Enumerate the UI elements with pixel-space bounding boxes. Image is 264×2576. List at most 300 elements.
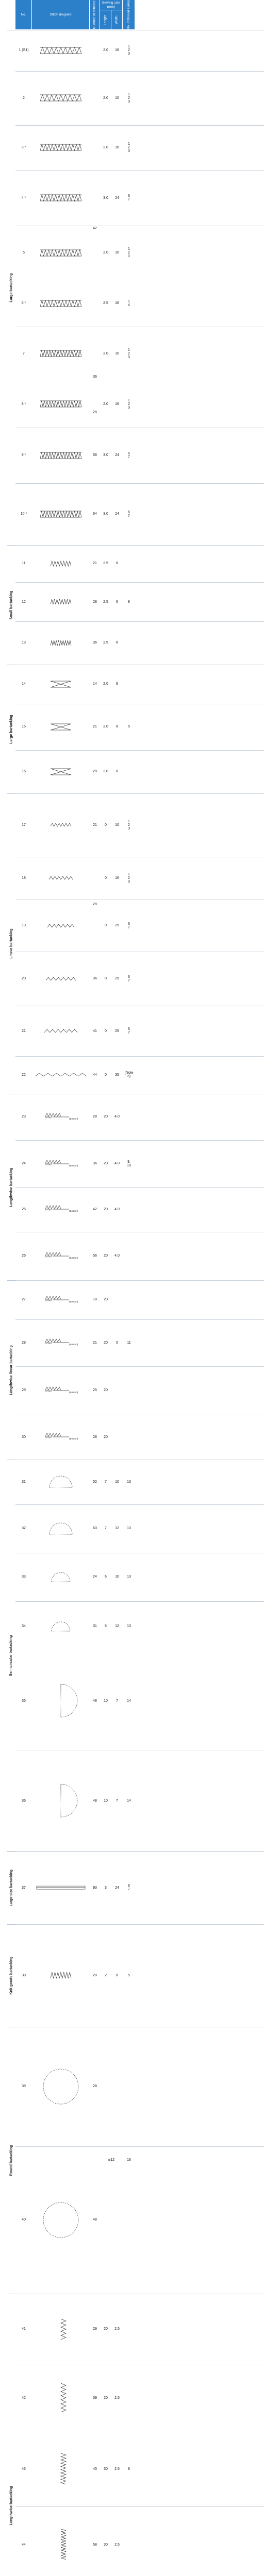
- stitch-diagram: [32, 1553, 90, 1601]
- merged-cell: ø12: [108, 2158, 115, 2162]
- sewing-length: 6: [105, 1624, 107, 1629]
- stitch-diagram: [32, 1232, 90, 1280]
- pattern-number: 43: [22, 2467, 26, 2471]
- group-label: [7, 1094, 15, 1280]
- stitch-diagram: [32, 793, 90, 857]
- thread-clamp-number: 11: [127, 1341, 131, 1345]
- sewing-width: 6: [116, 562, 118, 566]
- pattern-number: 44: [22, 2543, 26, 2547]
- sewing-length: 20: [104, 1388, 108, 1393]
- number-of-stitches: 44: [93, 1073, 97, 1077]
- stitch-diagram-svg: [45, 1252, 76, 1260]
- svg-text:(Bottom): (Bottom): [69, 1210, 78, 1213]
- stitch-diagram: [32, 1652, 90, 1751]
- sewing-width: 10: [115, 96, 119, 100]
- group-label-text: Lengthwise bartacking: [9, 1167, 13, 1207]
- thread-clamp-number: [123, 750, 135, 793]
- pattern-number: 31: [22, 1480, 26, 1484]
- header-thread-clamp: No. of thread clamp: [123, 0, 135, 30]
- number-of-stitches: 28: [93, 770, 97, 774]
- sewing-width: 25: [115, 977, 119, 981]
- sewing-width: 8: [116, 725, 118, 729]
- merged-cell: 16: [127, 2158, 131, 2162]
- merged-cell: 28: [93, 411, 97, 415]
- svg-text:(Bottom): (Bottom): [69, 1164, 78, 1167]
- stitch-diagram: [32, 1280, 90, 1319]
- pattern-number: 32: [22, 1527, 26, 1531]
- pattern-number: 3 *: [21, 145, 26, 149]
- group-label: [7, 1280, 15, 1460]
- number-of-stitches: 25: [93, 1388, 97, 1393]
- group-label: [7, 1460, 15, 1852]
- thread-clamp-number: 1 2 3: [128, 45, 130, 56]
- stitch-diagram: [32, 428, 90, 484]
- sewing-length: 2.0: [103, 48, 108, 53]
- sewing-width: 24: [115, 1886, 119, 1890]
- number-of-stitches: 36: [93, 977, 97, 981]
- stitch-diagram-svg: [40, 94, 81, 101]
- sewing-length: 3.0: [103, 196, 108, 200]
- group-label: [7, 665, 15, 793]
- stitch-diagram: [32, 327, 90, 381]
- number-of-stitches: 28: [93, 1115, 97, 1119]
- stitch-diagram-svg: [51, 1683, 71, 1719]
- stitch-diagram-svg: [40, 47, 81, 54]
- stitch-diagram: [32, 1140, 90, 1187]
- sewing-length: 2.0: [103, 770, 108, 774]
- pattern-number: 19: [22, 924, 26, 928]
- sewing-width: 8: [116, 682, 118, 686]
- svg-text:(Flap): (Flap): [45, 1208, 52, 1211]
- stitch-diagram-svg: [51, 823, 71, 827]
- sewing-width: 6: [116, 600, 118, 604]
- sewing-width: 10: [115, 251, 119, 255]
- stitch-diagram: [32, 1504, 90, 1553]
- thread-clamp-number: [123, 1366, 135, 1415]
- stitch-diagram: [32, 71, 90, 125]
- number-of-stitches: 52: [93, 1480, 97, 1484]
- sewing-length: 30: [104, 2543, 108, 2547]
- stitch-diagram-svg: [51, 561, 71, 567]
- stitch-diagram-svg: [42, 2201, 80, 2239]
- svg-text:(Flap): (Flap): [45, 1298, 52, 1301]
- thread-clamp-number: 1 2 3: [128, 142, 130, 153]
- thread-clamp-number: 6 7: [128, 451, 130, 459]
- sewing-length: 3.0: [103, 512, 108, 516]
- sewing-width: 10: [115, 351, 119, 355]
- number-of-stitches: 39: [93, 2396, 97, 2400]
- svg-text:(Flap): (Flap): [45, 1255, 52, 1258]
- pattern-number: 9 *: [21, 453, 26, 457]
- header-sewing-size: Sewing size (mm): [100, 0, 123, 10]
- thread-clamp-number: 1 2 3: [128, 348, 130, 359]
- sewing-width: 24: [115, 512, 119, 516]
- group-label-text: Knit goods bartacking: [9, 1956, 13, 1995]
- stitch-diagram-svg: [51, 768, 71, 775]
- stitch-diagram-svg: [57, 2529, 65, 2560]
- svg-text:(Bottom): (Bottom): [69, 1256, 78, 1259]
- sewing-width: 16: [115, 301, 119, 306]
- stitch-diagram: [32, 226, 90, 280]
- number-of-stitches: 31: [93, 1624, 97, 1629]
- pattern-number: 36: [22, 1799, 26, 1803]
- sewing-length: 2.5: [103, 641, 108, 645]
- sewing-width: 0: [116, 1341, 118, 1345]
- sewing-length: 7: [105, 1480, 107, 1484]
- thread-clamp-number: 6 7: [128, 1884, 130, 1891]
- group-label-text: Linear bartacking: [9, 928, 13, 959]
- number-of-stitches: 42: [93, 1207, 97, 1211]
- stitch-diagram-svg: [45, 1113, 76, 1121]
- pattern-number: 28: [22, 1341, 26, 1345]
- svg-text:(Flap): (Flap): [45, 1342, 52, 1345]
- pattern-number: 25: [22, 1207, 26, 1211]
- thread-clamp-number: 1 2 3: [128, 92, 130, 104]
- sewing-width: [111, 1366, 123, 1415]
- sewing-length: 0: [105, 823, 107, 827]
- number-of-stitches: 24: [93, 1575, 97, 1579]
- stitch-diagram-svg: [57, 2383, 65, 2413]
- number-of-stitches: 28: [93, 1435, 97, 1439]
- group-label-text: Lengthwise bartacking: [9, 2486, 13, 2526]
- sewing-length: 20: [104, 1207, 108, 1211]
- sewing-length: 20: [104, 1298, 108, 1302]
- stitch-diagram: [32, 857, 90, 900]
- stitch-diagram-svg: [40, 194, 81, 201]
- thread-clamp-number: 6 7: [128, 922, 130, 929]
- pattern-number: 33: [22, 1575, 26, 1579]
- merged-cell: 42: [93, 227, 97, 231]
- stitch-diagram: [32, 2365, 90, 2432]
- stitch-diagram: [32, 483, 90, 545]
- sewing-width: 35: [115, 1073, 119, 1077]
- thread-clamp-number: 13: [127, 1480, 131, 1484]
- number-of-stitches: 14: [93, 682, 97, 686]
- sewing-length: 10: [104, 1799, 108, 1803]
- pattern-number: 10 *: [20, 512, 27, 516]
- stitch-diagram: [32, 2294, 90, 2365]
- thread-clamp-number: [123, 1280, 135, 1319]
- sewing-length: 0: [105, 924, 107, 928]
- sewing-width: 2.5: [114, 2396, 120, 2400]
- pattern-number: 6 *: [21, 301, 26, 306]
- sewing-width: 2.5: [114, 2467, 120, 2471]
- stitch-diagram: [32, 1851, 90, 1924]
- pattern-number: 16: [22, 770, 26, 774]
- stitch-diagram: [32, 170, 90, 226]
- sewing-width: 2.5: [114, 2543, 120, 2547]
- sewing-length: 2.0: [103, 145, 108, 149]
- sewing-length: 2.0: [103, 402, 108, 406]
- stitch-diagram-svg: [40, 350, 81, 357]
- sewing-length: 6: [105, 1575, 107, 1579]
- thread-clamp-number: [123, 1232, 135, 1280]
- thread-clamp-number: 1 2 3: [128, 398, 130, 410]
- stitch-diagram: [32, 750, 90, 793]
- stitch-diagram: [32, 1056, 90, 1093]
- sewing-width: 24: [115, 196, 119, 200]
- group-label: [7, 1924, 15, 2027]
- number-of-stitches: 48: [93, 2218, 97, 2222]
- pattern-number: 37: [22, 1886, 26, 1890]
- number-of-stitches: 28: [93, 2084, 97, 2089]
- sewing-length: 2.0: [103, 251, 108, 255]
- pattern-number: 39: [22, 2084, 26, 2089]
- svg-text:(Bottom): (Bottom): [69, 1300, 78, 1303]
- thread-clamp-number: 14: [127, 1699, 131, 1703]
- stitch-diagram: [32, 2432, 90, 2506]
- sewing-width: 12: [115, 1624, 119, 1629]
- sewing-width: 4.0: [114, 1254, 120, 1258]
- thread-clamp-number: 5: [128, 725, 130, 729]
- stitch-diagram-svg: [42, 2067, 80, 2106]
- stitch-diagram: [32, 2506, 90, 2576]
- svg-text:(Bottom): (Bottom): [69, 1343, 78, 1346]
- thread-clamp-number: [123, 2294, 135, 2365]
- pattern-number: 13: [22, 641, 26, 645]
- stitch-diagram-svg: [51, 599, 71, 605]
- stitch-diagram-svg: [51, 723, 71, 731]
- pattern-number: 30: [22, 1435, 26, 1439]
- thread-clamp-number: 14: [127, 1799, 131, 1803]
- sewing-width: 7: [116, 1699, 118, 1703]
- stitch-diagram-svg: [51, 681, 71, 688]
- header-no: No.: [15, 0, 32, 30]
- stitch-diagram: [32, 1460, 90, 1504]
- sewing-length: 20: [104, 2327, 108, 2331]
- number-of-stitches: 41: [93, 1029, 97, 1033]
- pattern-number: 41: [22, 2327, 26, 2331]
- pattern-number: 2: [23, 96, 25, 100]
- svg-text:(Flap): (Flap): [45, 1436, 52, 1439]
- stitch-diagram-svg: [57, 2319, 65, 2340]
- number-of-stitches: 64: [93, 512, 97, 516]
- number-of-stitches: 28: [93, 600, 97, 604]
- svg-text:(Bottom): (Bottom): [69, 1117, 78, 1120]
- thread-clamp-number: [123, 545, 135, 582]
- group-label-text: Semicircular bartacking: [9, 1635, 13, 1676]
- number-of-stitches: 63: [93, 1527, 97, 1531]
- stitch-diagram: [32, 1751, 90, 1852]
- pattern-number: 24: [22, 1162, 26, 1166]
- sewing-length: 0: [105, 977, 107, 981]
- stitch-diagram-svg: [40, 249, 81, 257]
- thread-clamp-number: 5: [128, 1973, 130, 1977]
- pattern-number: 42: [22, 2396, 26, 2400]
- thread-clamp-number: 1 2 3: [128, 872, 130, 884]
- pattern-number: 11: [22, 562, 26, 566]
- number-of-stitches: 28: [93, 1973, 97, 1977]
- pattern-number: 1 (S1): [19, 48, 29, 53]
- stitch-diagram-svg: [57, 2453, 65, 2484]
- stitch-diagram: [32, 665, 90, 704]
- sewing-length: 2.5: [103, 562, 108, 566]
- sewing-width: 6: [116, 641, 118, 645]
- sewing-length: 2.0: [103, 351, 108, 355]
- thread-clamp-number: [123, 1187, 135, 1232]
- sewing-width: 8: [116, 770, 118, 774]
- stitch-diagram: [32, 1924, 90, 2027]
- pattern-number: 4 *: [21, 196, 26, 200]
- sewing-length: 0: [105, 1073, 107, 1077]
- thread-clamp-number: 6 7: [128, 510, 130, 518]
- thread-clamp-number: 1 4: [128, 299, 130, 307]
- sewing-width: 16: [115, 402, 119, 406]
- group-label: [7, 30, 15, 545]
- group-label-text: Round bartacking: [9, 2145, 13, 2176]
- number-of-stitches: 58: [93, 2543, 97, 2547]
- thread-clamp-number: [123, 2506, 135, 2576]
- stitch-diagram-svg: [51, 1571, 71, 1583]
- pattern-number: 15: [22, 725, 26, 729]
- group-label-text: Large size bartacking: [9, 1869, 13, 1907]
- stitch-diagram-svg: [48, 1475, 73, 1489]
- pattern-number: 5: [23, 251, 25, 255]
- thread-clamp-number: [123, 1415, 135, 1460]
- sewing-width: 2.5: [114, 2327, 120, 2331]
- sewing-length: 20: [104, 1115, 108, 1119]
- sewing-width: 25: [115, 924, 119, 928]
- svg-text:(Bottom): (Bottom): [69, 1437, 78, 1440]
- stitch-diagram-svg: [40, 400, 81, 408]
- thread-clamp-number: 6 7: [128, 1027, 130, 1035]
- thread-clamp-number: [123, 621, 135, 664]
- sewing-length: 3.0: [103, 453, 108, 457]
- group-label: [7, 2294, 15, 2576]
- sewing-width: 7: [116, 1799, 118, 1803]
- group-label-text: Small bartacking: [9, 590, 13, 620]
- svg-text:(Flap): (Flap): [45, 1115, 52, 1118]
- group-label: [7, 2027, 15, 2294]
- thread-clamp-number: 1 2 3: [128, 819, 130, 831]
- stitch-diagram: [32, 125, 90, 170]
- sewing-length: 2.0: [103, 682, 108, 686]
- stitch-diagram: [32, 582, 90, 621]
- merged-cell: 28: [93, 902, 97, 906]
- sewing-width: 16: [115, 145, 119, 149]
- stitch-diagram: [32, 704, 90, 751]
- sewing-width: 10: [115, 1480, 119, 1484]
- stitch-diagram: [32, 621, 90, 664]
- pattern-number: 35: [22, 1699, 26, 1703]
- thread-clamp-number: 13: [127, 1624, 131, 1629]
- sewing-width: [111, 1415, 123, 1460]
- stitch-diagram: [32, 1094, 90, 1141]
- stitch-diagram: [32, 1366, 90, 1415]
- svg-text:(Flap): (Flap): [45, 1389, 52, 1392]
- stitch-diagram-svg: [51, 1972, 71, 1979]
- svg-text:(Flap): (Flap): [45, 1162, 52, 1165]
- stitch-diagram: [32, 1601, 90, 1652]
- group-label: [7, 793, 15, 1094]
- stitch-diagram: [32, 381, 90, 428]
- stitch-diagram: [32, 1187, 90, 1232]
- group-label: [7, 545, 15, 665]
- number-of-stitches: 90: [93, 1886, 97, 1890]
- sewing-length: 0: [105, 1029, 107, 1033]
- sewing-length: 20: [104, 1341, 108, 1345]
- number-of-stitches: 48: [93, 1799, 97, 1803]
- sewing-width: 10: [115, 1575, 119, 1579]
- stitch-diagram: [32, 1319, 90, 1366]
- stitch-diagram-svg: [51, 640, 71, 646]
- pattern-number: 38: [22, 1973, 26, 1977]
- stitch-diagram-svg: [45, 1160, 76, 1167]
- sewing-length: 20: [104, 2396, 108, 2400]
- sewing-width: 4.0: [114, 1162, 120, 1166]
- number-of-stitches: 21: [93, 823, 97, 827]
- number-of-stitches: 48: [93, 1699, 97, 1703]
- sewing-width: 4.0: [114, 1115, 120, 1119]
- number-of-stitches: 21: [93, 725, 97, 729]
- stitch-diagram-svg: [45, 1296, 76, 1303]
- group-label-text: Large bartacking: [9, 714, 13, 744]
- number-of-stitches: 36: [93, 1162, 97, 1166]
- stitch-diagram-svg: [40, 144, 81, 151]
- stitch-diagram-svg: [47, 924, 74, 928]
- stitch-diagram: [32, 1415, 90, 1460]
- stitch-diagram: [32, 1006, 90, 1056]
- stitch-diagram-svg: [40, 300, 81, 307]
- sewing-length: 7: [105, 1527, 107, 1531]
- header-stitch-diagram: Stitch diagram: [32, 0, 90, 30]
- number-of-stitches: 36: [93, 641, 97, 645]
- stitch-diagram: [32, 545, 90, 582]
- header-length: Length: [100, 10, 111, 30]
- number-of-stitches: 18: [93, 1298, 97, 1302]
- pattern-number: 40: [22, 2218, 26, 2222]
- pattern-number: 7: [23, 351, 25, 355]
- stitch-diagram-svg: [35, 1073, 87, 1077]
- merged-cell: 36: [93, 375, 97, 379]
- thread-clamp-number: [123, 2365, 135, 2432]
- stitch-diagram: [32, 30, 90, 71]
- group-label-text: Lengthwise linear bartacking: [9, 1345, 13, 1395]
- stitch-diagram-svg: [45, 1339, 76, 1346]
- thread-clamp-number: 13: [127, 1575, 131, 1579]
- header-number-of-stitches: Number of stitches: [90, 0, 100, 30]
- sewing-length: 20: [104, 1435, 108, 1439]
- sewing-length: 2: [105, 1973, 107, 1977]
- thread-clamp-number: 6 7: [128, 194, 130, 201]
- stitch-diagram-svg: [45, 1206, 76, 1213]
- stitch-diagram: [32, 900, 90, 952]
- thread-clamp-number: 9, 10: [127, 1160, 131, 1167]
- sewing-width: 16: [115, 876, 119, 880]
- header-width: Width: [111, 10, 123, 30]
- sewing-length: 2.5: [103, 301, 108, 306]
- pattern-number: 27: [22, 1298, 26, 1302]
- number-of-stitches: 21: [93, 562, 97, 566]
- sewing-width: 24: [115, 453, 119, 457]
- thread-clamp-number: [123, 665, 135, 704]
- sewing-length: 2.0: [103, 725, 108, 729]
- group-label: [7, 1851, 15, 1924]
- pattern-number: 18: [22, 876, 26, 880]
- sewing-length: 30: [104, 2467, 108, 2471]
- stitch-diagram: [32, 2146, 90, 2294]
- thread-clamp-number: [123, 1094, 135, 1141]
- sewing-length: 2.0: [103, 96, 108, 100]
- pattern-number: 21: [22, 1029, 26, 1033]
- pattern-number: 29: [22, 1388, 26, 1393]
- pattern-number: 22: [22, 1073, 26, 1077]
- number-of-stitches: 45: [93, 2467, 97, 2471]
- sewing-length: 20: [104, 1254, 108, 1258]
- sewing-length: 3: [105, 1886, 107, 1890]
- sewing-length: 20: [104, 1162, 108, 1166]
- sewing-width: 4.0: [114, 1207, 120, 1211]
